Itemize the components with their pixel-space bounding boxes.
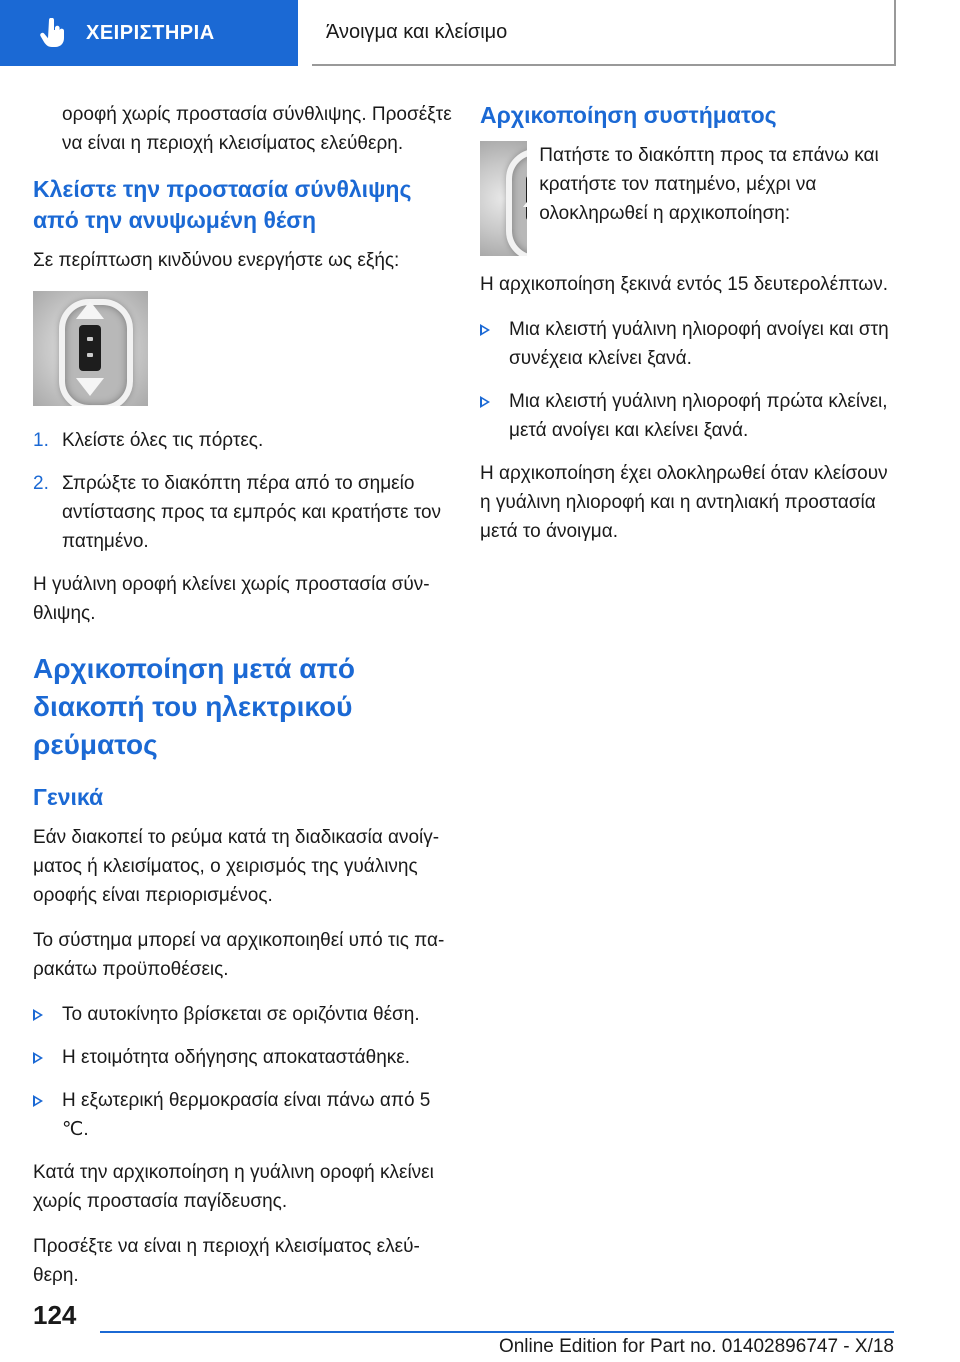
section-tab[interactable] (0, 0, 298, 66)
list-item (33, 426, 453, 455)
left-column (33, 100, 453, 1306)
attention-paragraph: Προσέξτε να είναι η περιοχή κλεισίματος ελεύθερη. (33, 1236, 420, 1286)
roof-switch-push-pull-image (33, 291, 148, 406)
system-paragraph: Το σύστημα μπορεί να αρχικοποιηθεί υπό τις παρακάτω προϋποθέσεις. (33, 930, 445, 980)
bullet-triangle-icon (33, 1000, 62, 1029)
right-column (480, 100, 900, 562)
list-item (33, 469, 453, 556)
roof-switch-up-image (480, 141, 527, 256)
chapter-title: Άνοιγμα και κλείσιμο (326, 20, 508, 43)
result-paragraph: Η γυάλινη οροφή κλείνει χωρίς προστασία σύνθλιψης. (33, 574, 430, 624)
press-paragraph: Πατήστε το διακόπτη προς τα επάνω και κρατήστε τον πατημένο, μέχρι να ολοκληρωθεί η αρχικοποίηση: (539, 145, 879, 224)
arrow-up-icon (76, 301, 104, 319)
notes-list (480, 315, 900, 445)
step-number: 1. (33, 430, 49, 451)
start-paragraph: Η αρχικοποίηση ξεκινά εντός 15 δευτερολέπτων. (480, 274, 889, 295)
list-item (480, 315, 900, 373)
page-number: 124 (33, 1300, 77, 1330)
condition-text: Η ετοιμότητα οδήγησης αποκαταστάθηκε. (62, 1047, 411, 1068)
heading-init-after-power-loss: Αρχικοποίηση μετά από διακοπή του ηλεκτρικού ρεύματος (33, 653, 356, 760)
list-item (33, 1000, 453, 1029)
hand-pointer-icon (40, 18, 66, 48)
arrow-down-icon (76, 378, 104, 396)
section-title: ΧΕΙΡΙΣΤΗΡΙΑ (86, 21, 215, 44)
list-item (480, 387, 900, 445)
condition-text: Το αυτοκίνητο βρίσκεται σε οριζόντια θέση. (62, 1004, 420, 1025)
chapter-header (312, 0, 896, 66)
done-paragraph: Η αρχικοποίηση έχει ολοκληρωθεί όταν κλείσουν η γυάλινη ηλιοροφή και η αντηλιακή προστασία μετά το άνοιγμα. (480, 463, 888, 542)
general-paragraph: Εάν διακοπεί το ρεύμα κατά τη διαδικασία ανοίγματος ή κλεισίματος, ο χειρισμός της γυάλινης οροφής είναι περιορισμένος. (33, 827, 440, 906)
edition-text: Online Edition for Part no. 01402896747 - X/18 (498, 1336, 894, 1357)
heading-system-init: Αρχικοποίηση συστήματος (480, 102, 777, 128)
list-item (33, 1043, 453, 1072)
note-text: Μια κλειστή γυάλινη ηλιοροφή πρώτα κλείνει, μετά ανοίγει και κλείνει ξανά. (509, 391, 888, 441)
note-text: Μια κλειστή γυάλινη ηλιοροφή ανοίγει και στη συνέχεια κλείνει ξανά. (509, 319, 889, 369)
footer-divider (100, 1331, 894, 1333)
step-number: 2. (33, 473, 49, 494)
bullet-triangle-icon (33, 1086, 62, 1144)
bullet-triangle-icon (480, 315, 509, 373)
list-item (33, 1086, 453, 1144)
steps-list (33, 426, 453, 556)
step-text: Κλείστε όλες τις πόρτες. (62, 430, 264, 451)
arrow-up-icon (523, 189, 527, 207)
heading-general: Γενικά (33, 784, 104, 810)
danger-paragraph: Σε περίπτωση κινδύνου ενεργήστε ως εξής: (33, 250, 400, 271)
step-text: Σπρώξτε το διακόπτη πέρα από το σημείο αντίστασης προς τα εμπρός και κρατήστε τον πατημένο. (62, 473, 442, 552)
continued-paragraph: οροφή χωρίς προστασία σύνθλιψης. Προσέξτε να είναι η περιοχή κλεισίματος ελεύθερη. (62, 104, 452, 154)
init-paragraph: Κατά την αρχικοποίηση η γυάλινη οροφή κλείνει χωρίς προστασία παγίδευσης. (33, 1162, 434, 1212)
condition-text: Η εξωτερική θερμοκρασία είναι πάνω από 5 ℃. (62, 1090, 431, 1140)
conditions-list (33, 1000, 453, 1144)
bullet-triangle-icon (33, 1043, 62, 1072)
heading-close-protection: Κλείστε την προστασία σύνθλιψης από την ανυψωμένη θέση (33, 176, 412, 233)
bullet-triangle-icon (480, 387, 509, 445)
